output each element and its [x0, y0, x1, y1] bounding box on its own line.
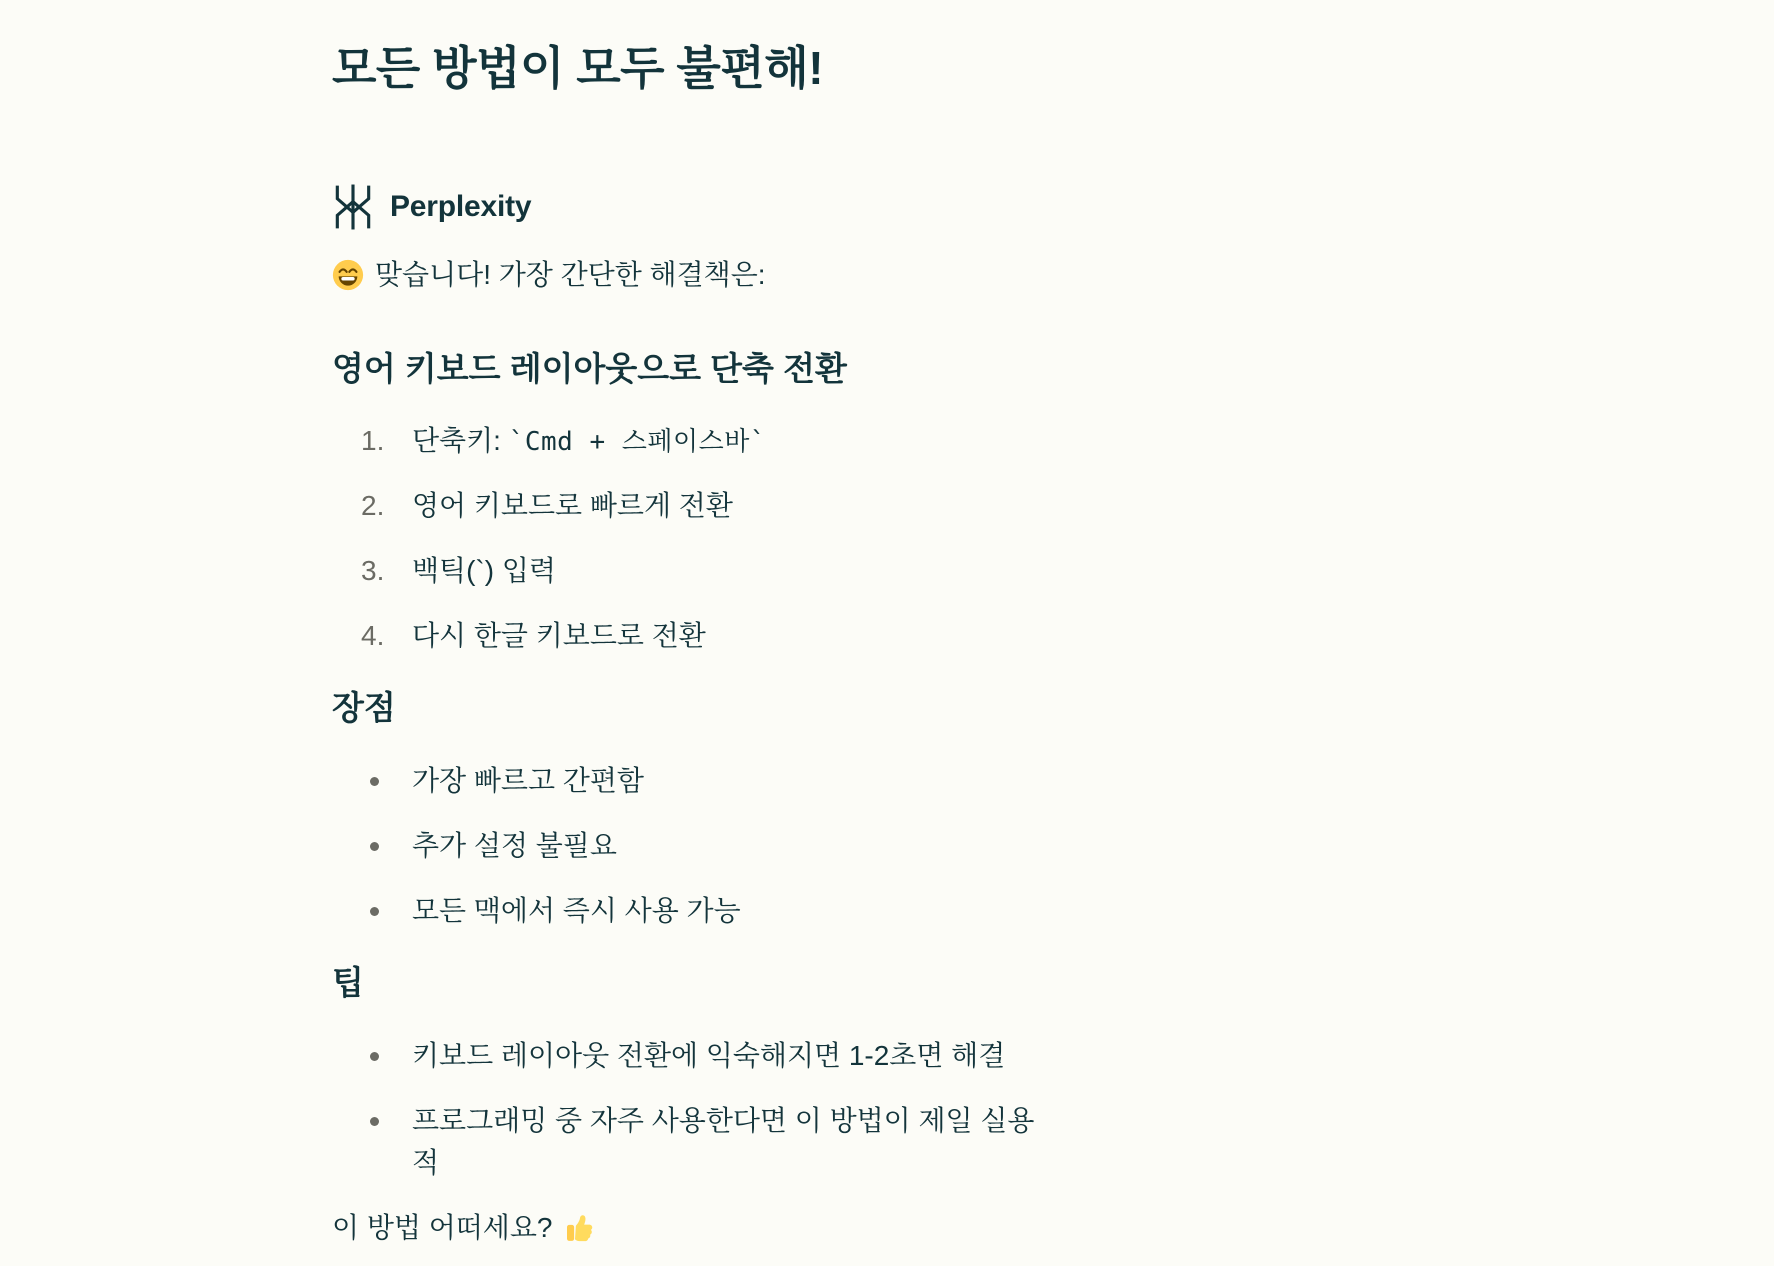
perplexity-logo-icon: [332, 184, 374, 230]
grinning-face-emoji: [332, 259, 364, 291]
intro-line: [332, 254, 1060, 296]
section-heading-tips: 팁: [332, 964, 364, 1002]
perplexity-source[interactable]: [332, 184, 531, 230]
list-item: 백틱(`) 입력: [412, 555, 556, 587]
source-name: Perplexity: [390, 189, 532, 223]
list-item: 가장 빠르고 간편함: [332, 760, 1060, 802]
intro-text: 맞습니다! 가장 간단한 해결책은:: [375, 258, 766, 290]
list-item: [332, 420, 1060, 462]
list-item: 모든 맥에서 즉시 사용 가능: [332, 890, 1060, 932]
closing-line: [332, 1207, 1060, 1249]
shortcut-steps-list: [332, 420, 1060, 657]
step-text: 단축키:: [412, 425, 509, 457]
list-item: 키보드 레이아웃 전환에 익숙해지면 1-2초면 해결: [332, 1035, 1060, 1077]
pros-list: [332, 760, 1060, 932]
list-item: 프로그래밍 중 자주 사용한다면 이 방법이 제일 실용적: [332, 1100, 1060, 1184]
list-item: 영어 키보드로 빠르게 전환: [412, 490, 733, 522]
shortcut-code: `Cmd + 스페이스바`: [508, 427, 767, 458]
closing-text: 이 방법 어떠세요?: [332, 1212, 553, 1244]
section-heading-shortcut: 영어 키보드 레이아웃으로 단축 전환: [332, 349, 847, 387]
tips-list: [332, 1035, 1060, 1184]
page-title: 모든 방법이 모두 불편해!: [332, 42, 824, 94]
thumbs-up-emoji: [563, 1212, 595, 1244]
list-item: 추가 설정 불필요: [332, 825, 1060, 867]
section-heading-pros: 장점: [332, 689, 396, 727]
list-item: 다시 한글 키보드로 전환: [412, 620, 706, 652]
